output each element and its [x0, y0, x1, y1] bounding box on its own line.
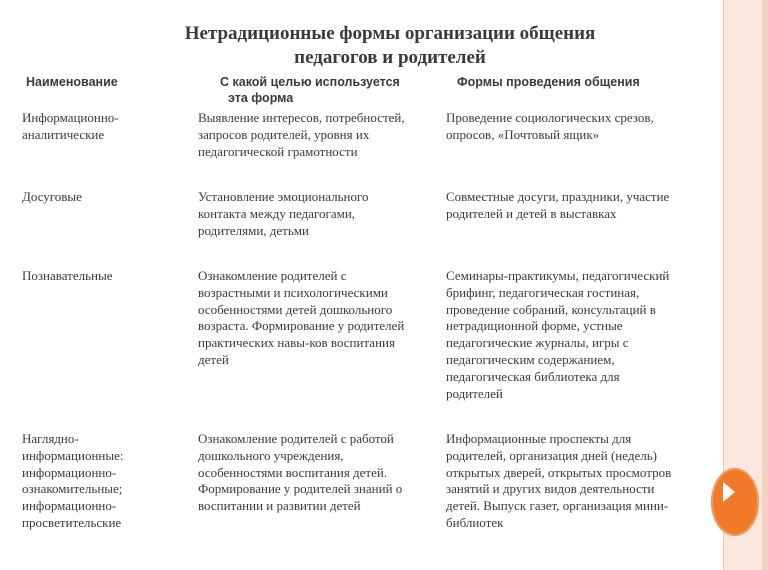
next-slide-button[interactable] — [711, 468, 759, 536]
title-line-1: Нетрадиционные формы организации общения — [184, 23, 596, 44]
next-arrow-icon — [723, 482, 735, 502]
row-3-purpose: Ознакомление родителей с возрастными и психологическими особенностями детей дошкольного возраста. Формирование у родителей практических навы-ков воспитания детей — [198, 268, 405, 367]
title-line-2: педагогов и родителей — [294, 47, 486, 68]
row-4-purpose: Ознакомление родителей с работой дошкольного учреждения, особенностями воспитания детей. Формирование у родителей знаний о воспитании и развитии детей — [198, 431, 403, 514]
row-4-name: Наглядно- информационные: информационно- ознакомительные; информационно- просветительские — [22, 431, 124, 530]
column-header-name: Наименование — [26, 75, 118, 89]
row-4-forms: Информационные проспекты для родителей, организация дней (недель) открытых дверей, открытых просмотров занятий и других видов деятельности детей. Выпуск газет, организация мини- библиотек — [446, 431, 672, 530]
column-header-purpose-line2: эта форма — [228, 91, 294, 105]
column-header-purpose — [220, 74, 450, 106]
slide-title — [140, 22, 640, 70]
row-2-name: Досуговые — [22, 189, 82, 204]
row-1-name: Информационно- аналитические — [22, 110, 119, 142]
row-3-name: Познавательные — [22, 268, 113, 283]
column-header-forms: Формы проведения общения — [457, 75, 640, 89]
column-header-purpose-line1: С какой целью используется — [220, 75, 400, 89]
row-1-purpose: Выявление интересов, потребностей, запросов родителей, уровня их педагогической грамотности — [198, 110, 405, 159]
row-2-forms: Совместные досуги, праздники, участие родителей и детей в выставках — [446, 189, 670, 221]
row-1-forms: Проведение социологических срезов, опросов, «Почтовый ящик» — [446, 110, 654, 142]
row-2-purpose: Установление эмоционального контакта между педагогами, родителями, детьми — [198, 189, 369, 238]
slide-side-line — [762, 0, 768, 570]
row-3-forms: Семинары-практикумы, педагогический брифинг, педагогическая гостиная, проведение собраний, консультаций в нетрадиционной форме, устные педагогические журналы, игры с педагогическим содержанием, педагогическая библиотека для родителей — [446, 268, 670, 401]
